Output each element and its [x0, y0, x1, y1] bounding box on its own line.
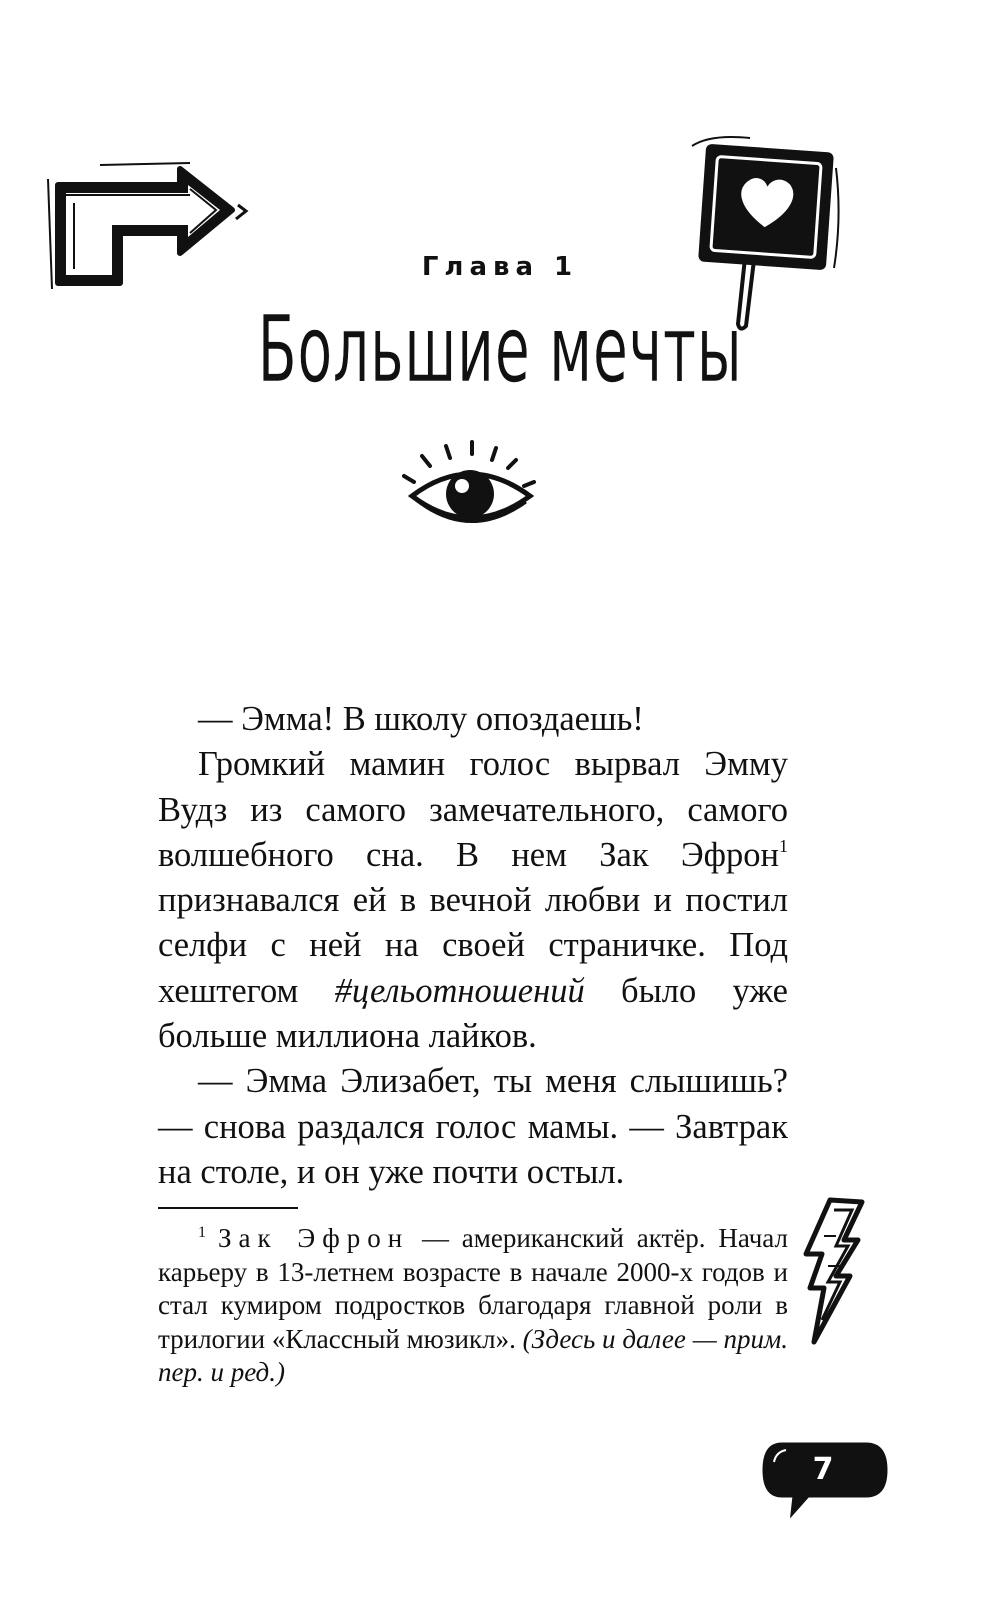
footnote-text: — американский актёр. Начал карьеру в 13-летнем возрасте в начале 2000-х годов и стал кумиром подростков благодаря главной роли в трилогии «Классный мюзикл». — [158, 1223, 788, 1354]
paragraph-3: — Эмма Элизабет, ты меня слышишь? — снова раздался голос мамы. — Завтрак на столе, и он уже почти остыл. — [158, 1062, 788, 1191]
turn-arrow-icon — [40, 155, 250, 305]
footnote-ref[interactable]: 1 — [779, 835, 788, 856]
paragraph-2-text-cont: признавался ей в вечной любви и постил селфи с ней на своей страничке. Под хештегом — [158, 881, 788, 1010]
paragraph-1: — Эмма! В школу опоздаешь! — [198, 700, 644, 738]
footnote — [158, 1222, 788, 1390]
footnote-paragraph — [158, 1222, 788, 1390]
footnote-note: (Здесь и далее — прим. пер. и ред.) — [158, 1323, 788, 1387]
footnote-divider — [158, 1207, 298, 1209]
page-number-badge — [762, 1440, 892, 1518]
hashtag: #цельотношений — [334, 971, 585, 1010]
footnote-marker: 1 — [198, 1224, 206, 1241]
footnote-name: Зак Эфрон — [218, 1223, 410, 1253]
page-number: 7 — [812, 1452, 834, 1487]
eye-icon — [398, 438, 543, 538]
paragraph-2 — [158, 742, 788, 1059]
lightning-icon — [800, 1196, 868, 1346]
chapter-title: Большие мечты — [257, 296, 743, 403]
paragraph-2-text-end: было уже больше миллиона лайков. — [158, 971, 788, 1056]
chapter-label: Глава 1 — [421, 252, 579, 282]
paragraph-2-text: Громкий мамин голос вырвал Эмму Вудз из самого замечательного, самого волшебного сна. В нем Зак Эфрон — [158, 745, 788, 874]
body-text — [158, 697, 788, 1195]
